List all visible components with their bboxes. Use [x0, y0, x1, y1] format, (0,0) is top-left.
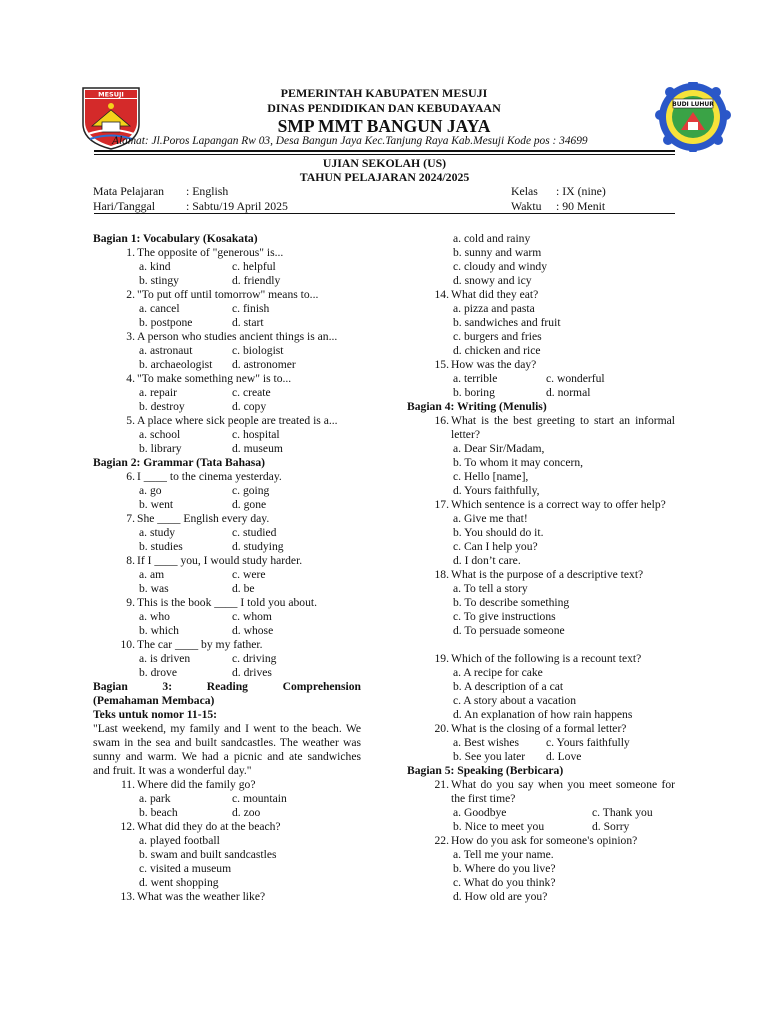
option-c: c. A story about a vacation: [453, 694, 576, 707]
option-d: d. chicken and rice: [453, 344, 541, 357]
question-21: [407, 778, 675, 834]
option-a: a. A recipe for cake: [453, 666, 543, 679]
option-a: a. school: [139, 428, 181, 441]
option-c: c. burgers and fries: [453, 330, 542, 343]
question-number: 21.: [434, 778, 449, 791]
option-d: d. be: [232, 582, 255, 595]
option-c: c. Can I help you?: [453, 540, 538, 553]
question-22: [407, 834, 675, 904]
option-b: b. went: [139, 498, 174, 511]
option-a: a. pizza and pasta: [453, 302, 535, 315]
question-text: The car ____ by my father.: [137, 638, 263, 651]
option-a: a. Tell me your name.: [453, 848, 554, 861]
section-reading-subheading: (Pemahaman Membaca): [93, 694, 215, 707]
option-d: d. friendly: [232, 274, 281, 287]
option-a: a. go: [139, 484, 162, 497]
option-c: c. biologist: [232, 344, 284, 357]
option-b: b. library: [139, 442, 182, 455]
option-d: d. An explanation of how rain happens: [453, 708, 633, 721]
question-text: I ____ to the cinema yesterday.: [137, 470, 282, 483]
school-address: Alamat: Jl.Poros Lapangan Rw 03, Desa Bangun Jaya Kec.Tanjung Raya Kab.Mesuji Kode pos : 34699: [112, 135, 588, 147]
question-13: [93, 890, 361, 904]
question-number: 15.: [434, 358, 449, 371]
question-text: What do you say when you meet someone for the first time?: [451, 778, 675, 805]
question-text: What is the closing of a formal letter?: [451, 722, 627, 735]
question-number: 13.: [120, 890, 135, 903]
option-c: c. whom: [232, 610, 272, 623]
question-10: [93, 638, 361, 680]
option-d: d. normal: [546, 386, 591, 399]
option-b: b. A description of a cat: [453, 680, 564, 693]
question-number: 7.: [126, 512, 135, 525]
option-c: c. Yours faithfully: [546, 736, 630, 749]
option-c: c. were: [232, 568, 266, 581]
question-text: A person who studies ancient things is an...: [137, 330, 338, 343]
option-d: d. went shopping: [139, 876, 219, 889]
option-a: a. Dear Sir/Madam,: [453, 442, 545, 455]
question-number: 17.: [434, 498, 449, 511]
exam-meta-right: [511, 184, 606, 213]
question-5: [93, 414, 361, 456]
department-name: DINAS PENDIDIKAN DAN KEBUDAYAAN: [267, 100, 501, 115]
option-b: b. stingy: [139, 274, 179, 287]
option-a: a. repair: [139, 386, 177, 399]
question-number: 22.: [434, 834, 449, 847]
question-7: [93, 512, 361, 554]
meta-divider: [94, 213, 675, 214]
time-value: : 90 Menit: [556, 198, 606, 213]
option-b: b. archaeologist: [139, 358, 213, 371]
option-b: b. You should do it.: [453, 526, 544, 539]
section-speaking-heading: Bagian 5: Speaking (Berbicara): [407, 764, 564, 777]
question-number: 12.: [120, 820, 135, 833]
option-a: a. study: [139, 526, 176, 539]
option-b: b. drove: [139, 666, 177, 679]
question-2: [93, 288, 361, 330]
exam-title-block: [94, 156, 675, 184]
option-b: b. Nice to meet you: [453, 820, 545, 833]
option-d: d. museum: [232, 442, 283, 455]
question-number: 11.: [120, 778, 135, 791]
option-d: d. whose: [232, 624, 274, 637]
question-number: 20.: [434, 722, 449, 735]
option-d: d. Sorry: [592, 820, 630, 833]
option-a: a. cancel: [139, 302, 180, 315]
question-text: What is the purpose of a descriptive text?: [451, 568, 644, 581]
question-8: [93, 554, 361, 596]
option-d: d. Yours faithfully,: [453, 484, 540, 497]
question-17: [407, 498, 675, 568]
question-number: 1.: [126, 246, 135, 259]
question-number: 2.: [126, 288, 135, 301]
question-14: [407, 288, 675, 358]
question-text: If I ____ you, I would study harder.: [137, 554, 303, 567]
option-a: a. cold and rainy: [453, 232, 531, 245]
section-writing-heading: Bagian 4: Writing (Menulis): [407, 400, 547, 413]
option-a: a. who: [139, 610, 170, 623]
option-b: b. postpone: [139, 316, 193, 329]
option-c: c. going: [232, 484, 270, 497]
option-b: b. studies: [139, 540, 183, 553]
option-c: c. Thank you: [592, 806, 653, 819]
subject-label: Mata Pelajaran: [93, 184, 165, 198]
option-d: d. Love: [546, 750, 582, 763]
option-c: c. mountain: [232, 792, 287, 805]
question-text: The opposite of "generous" is...: [137, 246, 284, 259]
option-d: d. snowy and icy: [453, 274, 532, 287]
question-3: [93, 330, 361, 372]
option-b: b. swam and built sandcastles: [139, 848, 277, 861]
option-a: a. terrible: [453, 372, 498, 385]
option-c: c. To give instructions: [453, 610, 556, 623]
option-c: c. studied: [232, 526, 277, 539]
option-b: b. beach: [139, 806, 178, 819]
question-number: 16.: [434, 414, 449, 427]
question-number: 14.: [434, 288, 449, 301]
question-number: 19.: [434, 652, 449, 665]
question-text: What did they eat?: [451, 288, 539, 301]
question-19: [407, 652, 675, 722]
option-b: b. sandwiches and fruit: [453, 316, 561, 329]
section-grammar-heading: Bagian 2: Grammar (Tata Bahasa): [93, 456, 265, 469]
question-text: Which sentence is a correct way to offer help?: [451, 498, 666, 511]
question-number: 4.: [126, 372, 135, 385]
question-text: She ____ English every day.: [137, 512, 270, 525]
option-a: a. To tell a story: [453, 582, 528, 595]
question-12: [93, 820, 361, 890]
question-number: 5.: [126, 414, 135, 427]
class-value: : IX (nine): [556, 184, 606, 198]
budi-luhur-logo-text: BUDI LUHUR: [672, 101, 714, 108]
option-a: a. played football: [139, 834, 220, 847]
date-label: Hari/Tanggal: [93, 198, 156, 213]
option-a: a. is driven: [139, 652, 191, 665]
subject-value: : English: [186, 184, 229, 198]
option-b: b. To describe something: [453, 596, 570, 609]
option-b: b. which: [139, 624, 179, 637]
option-d: d. start: [232, 316, 264, 329]
option-d: d. studying: [232, 540, 284, 553]
exam-meta-left: [93, 184, 288, 213]
option-b: b. boring: [453, 386, 495, 399]
option-c: c. visited a museum: [139, 862, 232, 875]
right-column: [407, 232, 675, 904]
question-6: [93, 470, 361, 512]
class-label: Kelas: [511, 184, 538, 198]
school-name: SMP MMT BANGUN JAYA: [277, 116, 491, 136]
option-c: c. create: [232, 386, 271, 399]
option-d: d. I don’t care.: [453, 554, 521, 567]
option-a: a. kind: [139, 260, 171, 273]
exam-title: UJIAN SEKOLAH (US): [322, 156, 447, 170]
question-16: [407, 414, 675, 498]
government-name: PEMERINTAH KABUPATEN MESUJI: [280, 86, 488, 100]
question-11: [93, 778, 361, 820]
date-value: : Sabtu/19 April 2025: [186, 198, 288, 213]
question-text: What is the best greeting to start an informal letter?: [451, 414, 675, 441]
question-text: What was the weather like?: [137, 890, 266, 903]
question-18: [407, 568, 675, 638]
question-text: Where did the family go?: [137, 778, 256, 791]
option-c: c. cloudy and windy: [453, 260, 548, 273]
question-number: 9.: [126, 596, 135, 609]
option-b: b. was: [139, 582, 169, 595]
question-number: 10.: [120, 638, 135, 651]
option-b: b. Where do you live?: [453, 862, 556, 875]
option-b: b. sunny and warm: [453, 246, 542, 259]
option-d: d. gone: [232, 498, 267, 511]
question-text: "To make something new" is to...: [137, 372, 292, 385]
option-c: c. finish: [232, 302, 270, 315]
option-c: c. Hello [name],: [453, 470, 529, 483]
option-d: d. drives: [232, 666, 272, 679]
header-divider-thin: [94, 154, 675, 155]
option-c: c. hospital: [232, 428, 280, 441]
question-1: [93, 246, 361, 288]
blank-line: [407, 638, 675, 652]
time-label: Waktu: [511, 198, 542, 213]
letterhead: [140, 86, 628, 137]
question-number: 6.: [126, 470, 135, 483]
option-a: a. astronaut: [139, 344, 193, 357]
section-reading-heading: Bagian 3: Reading Comprehension: [93, 680, 361, 693]
mesuji-logo-text: MESUJI: [98, 90, 124, 99]
question-number: 8.: [126, 554, 135, 567]
option-d: d. To persuade someone: [453, 624, 565, 637]
reading-passage: "Last weekend, my family and I went to the beach. We swam in the sea and built sandcastles. The weather was sunny and warm. We had a picnic and ate sandwiches and fruit. It was a wonderful day.": [93, 722, 361, 777]
option-a: a. Best wishes: [453, 736, 520, 749]
question-text: A place where sick people are treated is a...: [137, 414, 338, 427]
section-vocabulary-heading: Bagian 1: Vocabulary (Kosakata): [93, 232, 258, 245]
question-4: [93, 372, 361, 414]
question-text: How was the day?: [451, 358, 537, 371]
option-b: b. destroy: [139, 400, 185, 413]
option-b: b. See you later: [453, 750, 526, 763]
option-a: a. Give me that!: [453, 512, 528, 525]
question-number: 3.: [126, 330, 135, 343]
option-b: b. To whom it may concern,: [453, 456, 584, 469]
question-9: [93, 596, 361, 638]
option-c: c. driving: [232, 652, 277, 665]
question-text: Which of the following is a recount text?: [451, 652, 642, 665]
question-20: [407, 722, 675, 764]
question-text: How do you ask for someone's opinion?: [451, 834, 638, 847]
option-d: d. astronomer: [232, 358, 296, 371]
reading-text-title: Teks untuk nomor 11-15:: [93, 708, 218, 721]
option-a: a. park: [139, 792, 171, 805]
option-a: a. am: [139, 568, 165, 581]
question-15: [407, 358, 675, 400]
option-d: d. How old are you?: [453, 890, 548, 903]
header-divider-thick: [94, 150, 675, 152]
left-column: [93, 232, 361, 904]
question-text: This is the book ____ I told you about.: [137, 596, 318, 609]
question-text: What did they do at the beach?: [137, 820, 281, 833]
option-c: c. What do you think?: [453, 876, 556, 889]
option-c: c. helpful: [232, 260, 276, 273]
option-c: c. wonderful: [546, 372, 605, 385]
option-d: d. copy: [232, 400, 267, 413]
option-d: d. zoo: [232, 806, 261, 819]
option-a: a. Goodbye: [453, 806, 507, 819]
exam-year: TAHUN PELAJARAN 2024/2025: [299, 170, 470, 184]
question-text: "To put off until tomorrow" means to...: [137, 288, 319, 301]
question-13-options: [407, 232, 675, 288]
question-number: 18.: [434, 568, 449, 581]
